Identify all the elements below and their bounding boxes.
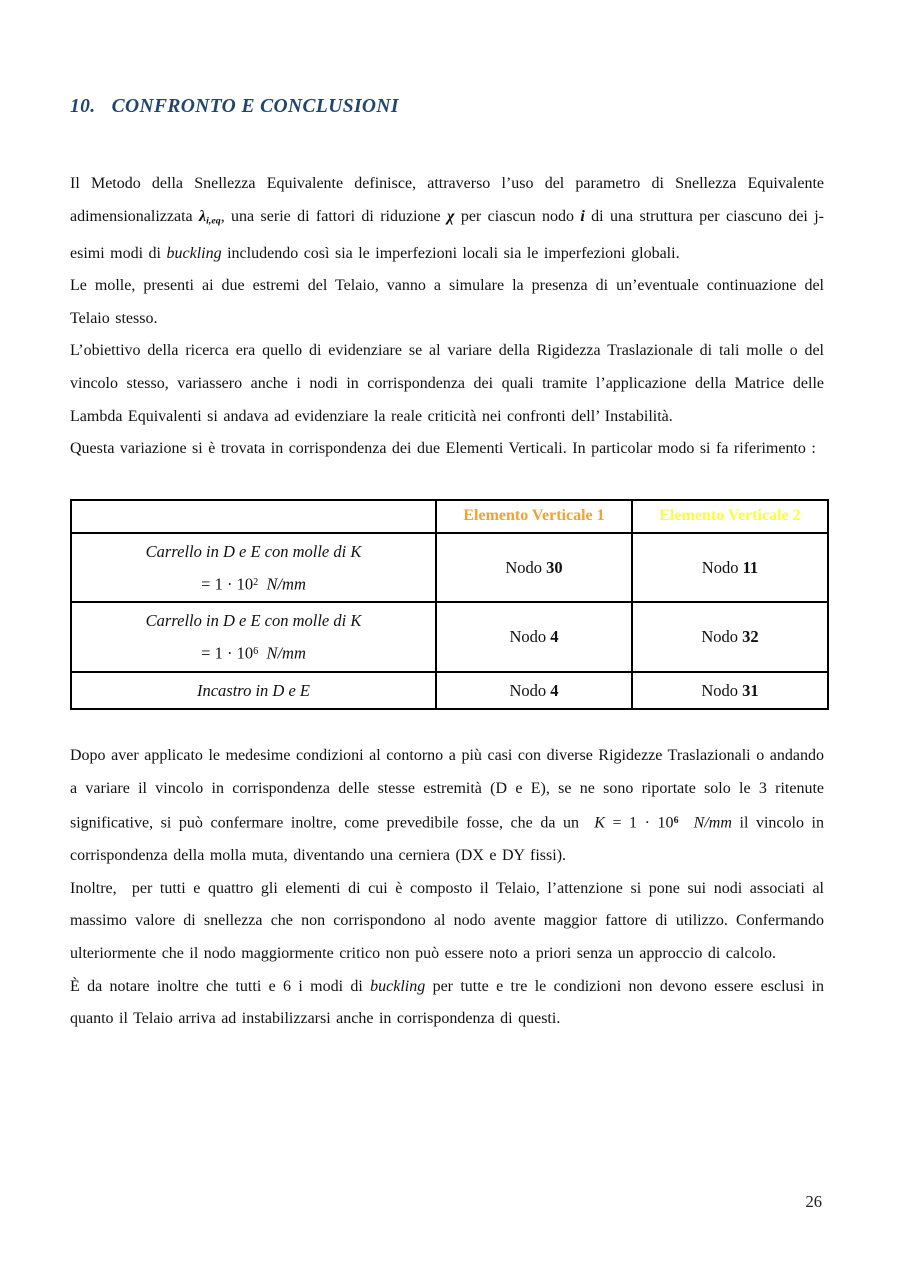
body-text-block-2 bbox=[70, 740, 824, 1036]
table-row-carrello-k102 bbox=[71, 533, 828, 603]
condition-text: Carrello in D e E con molle di K bbox=[145, 611, 362, 631]
nodo-label: Nodo bbox=[505, 557, 547, 577]
paragraph-notare bbox=[70, 971, 824, 1036]
results-table bbox=[70, 499, 829, 710]
nodo-number: 30 bbox=[546, 557, 563, 577]
nodo-label: Nodo bbox=[701, 680, 743, 700]
condition-line-1 bbox=[76, 605, 431, 636]
equation-run: = 1 · 10 bbox=[604, 814, 674, 832]
nodo-cell bbox=[436, 672, 632, 709]
paragraph-variazione: Questa variazione si è trovata in corrispondenza dei due Elementi Verticali. In particolar modo si fa riferimento : bbox=[70, 440, 816, 458]
nodo-label: Nodo bbox=[701, 627, 743, 647]
nodo-number: 11 bbox=[742, 557, 759, 577]
table-header-elemento-verticale-1: Elemento Verticale 1 bbox=[436, 500, 632, 533]
condition-exponent: 2 bbox=[253, 576, 259, 588]
section-title: CONFRONTO E CONCLUSIONI bbox=[111, 96, 399, 117]
nodo-number: 31 bbox=[742, 680, 759, 700]
condition-line-1 bbox=[76, 536, 431, 567]
text-run: È da notare inoltre che tutti e 6 i modi di bbox=[70, 977, 371, 995]
paragraph-obiettivo: L’obiettivo della ricerca era quello di evidenziare se al variare della Rigidezza Traslazionale di tali molle o del vincolo stesso, variassero anche i nodi in corrispondenza dei quali tramite l’applicazione della Matrice delle Lambda Equivalenti si andava ad evidenziare la reale criticità nei confronti dell’ Instabilità. bbox=[70, 342, 824, 425]
nodo-label: Nodo bbox=[701, 557, 743, 577]
nodo-number: 4 bbox=[550, 627, 559, 647]
nodo-label: Nodo bbox=[509, 627, 551, 647]
nodo-number: 4 bbox=[550, 680, 559, 700]
paragraph-inoltre: Inoltre, per tutti e quattro gli elementi di cui è composto il Telaio, l’attenzione si pone sui nodi associati al massimo valore di snellezza che non corrispondono al nodo avente maggior fattore di utilizzo. Confermando ulteriormente che il nodo maggiormente critico non può essere noto a priori senza un approccio di calcolo. bbox=[70, 879, 824, 963]
condition-cell bbox=[71, 672, 436, 709]
buckling-term: buckling bbox=[370, 977, 426, 995]
table-header-empty bbox=[71, 500, 436, 533]
text-run: di una struttura per ciascuno dei j-esimi modi di bbox=[70, 207, 825, 262]
table-row-incastro bbox=[71, 672, 828, 709]
text-run: per ciascun nodo bbox=[454, 207, 581, 225]
nodo-number: 32 bbox=[742, 627, 759, 647]
condition-exponent: 6 bbox=[253, 646, 259, 658]
exponent: 6 bbox=[673, 815, 679, 827]
condition-line-2 bbox=[76, 636, 431, 669]
paragraph-dopo bbox=[70, 740, 824, 873]
condition-text: Carrello in D e E con molle di K bbox=[145, 541, 362, 561]
lambda-subscript: i,eq bbox=[206, 215, 221, 227]
condition-equation: = 1 · 10 bbox=[201, 574, 254, 594]
condition-text: Incastro in D e E bbox=[196, 680, 311, 700]
i-variable: i bbox=[580, 207, 585, 225]
condition-equation: = 1 · 10 bbox=[201, 644, 254, 663]
condition-cell bbox=[71, 533, 436, 603]
table-header-row bbox=[71, 500, 828, 533]
paragraph-intro bbox=[70, 168, 824, 270]
condition-cell bbox=[71, 602, 436, 672]
table-row-carrello-k106 bbox=[71, 602, 828, 672]
page-number: 26 bbox=[805, 1192, 822, 1211]
nodo-cell bbox=[436, 602, 632, 672]
condition-unit: N/mm bbox=[258, 574, 306, 594]
page-content bbox=[70, 96, 824, 1036]
condition-unit: N/mm bbox=[258, 644, 306, 663]
chi-symbol: χ bbox=[447, 207, 455, 225]
section-number: 10. bbox=[70, 96, 96, 117]
table-header-elemento-verticale-2: Elemento Verticale 2 bbox=[632, 500, 828, 533]
text-run: per tutte e tre le condizioni non devono essere esclusi in quanto il Telaio arriva ad instabilizzarsi anche in corrispondenza di questi. bbox=[70, 977, 825, 1028]
results-table-header bbox=[71, 500, 828, 533]
text-run: , una serie di fattori di riduzione bbox=[220, 207, 448, 225]
unit-run: N/mm bbox=[678, 814, 732, 832]
text-run: Il Metodo della Snellezza Equivalente definisce, attraverso l’uso del parametro di Snellezza Equivalente adimensionalizzata bbox=[70, 175, 824, 225]
nodo-cell bbox=[436, 533, 632, 603]
nodo-cell bbox=[632, 602, 828, 672]
text-run: includendo così sia le imperfezioni locali sia le imperfezioni globali. bbox=[221, 244, 680, 262]
results-table-body bbox=[71, 533, 828, 709]
K-variable: K bbox=[594, 814, 605, 832]
nodo-cell bbox=[632, 672, 828, 709]
buckling-term: buckling bbox=[166, 244, 222, 262]
section-heading bbox=[70, 96, 824, 118]
condition-line-2 bbox=[76, 567, 431, 600]
body-text-block-1 bbox=[70, 168, 824, 466]
lambda-symbol: λ bbox=[198, 207, 207, 225]
text-run: il vincolo in corrispondenza della molla muta, diventando una cerniera (DX e DY fissi). bbox=[70, 814, 825, 865]
nodo-cell bbox=[632, 533, 828, 603]
paragraph-molle: Le molle, presenti ai due estremi del Telaio, vanno a simulare la presenza di un’eventuale continuazione del Telaio stesso. bbox=[70, 277, 824, 327]
nodo-label: Nodo bbox=[509, 680, 551, 700]
text-run: Dopo aver applicato le medesime condizioni al contorno a più casi con diverse Rigidezze Traslazionali o andando a variare il vincolo in corrispondenza delle stesse estremità (D e E), se ne sono riportate solo le 3 ritenute significative, si può confermare inoltre, come prevedibile fosse, che da un bbox=[70, 747, 824, 832]
